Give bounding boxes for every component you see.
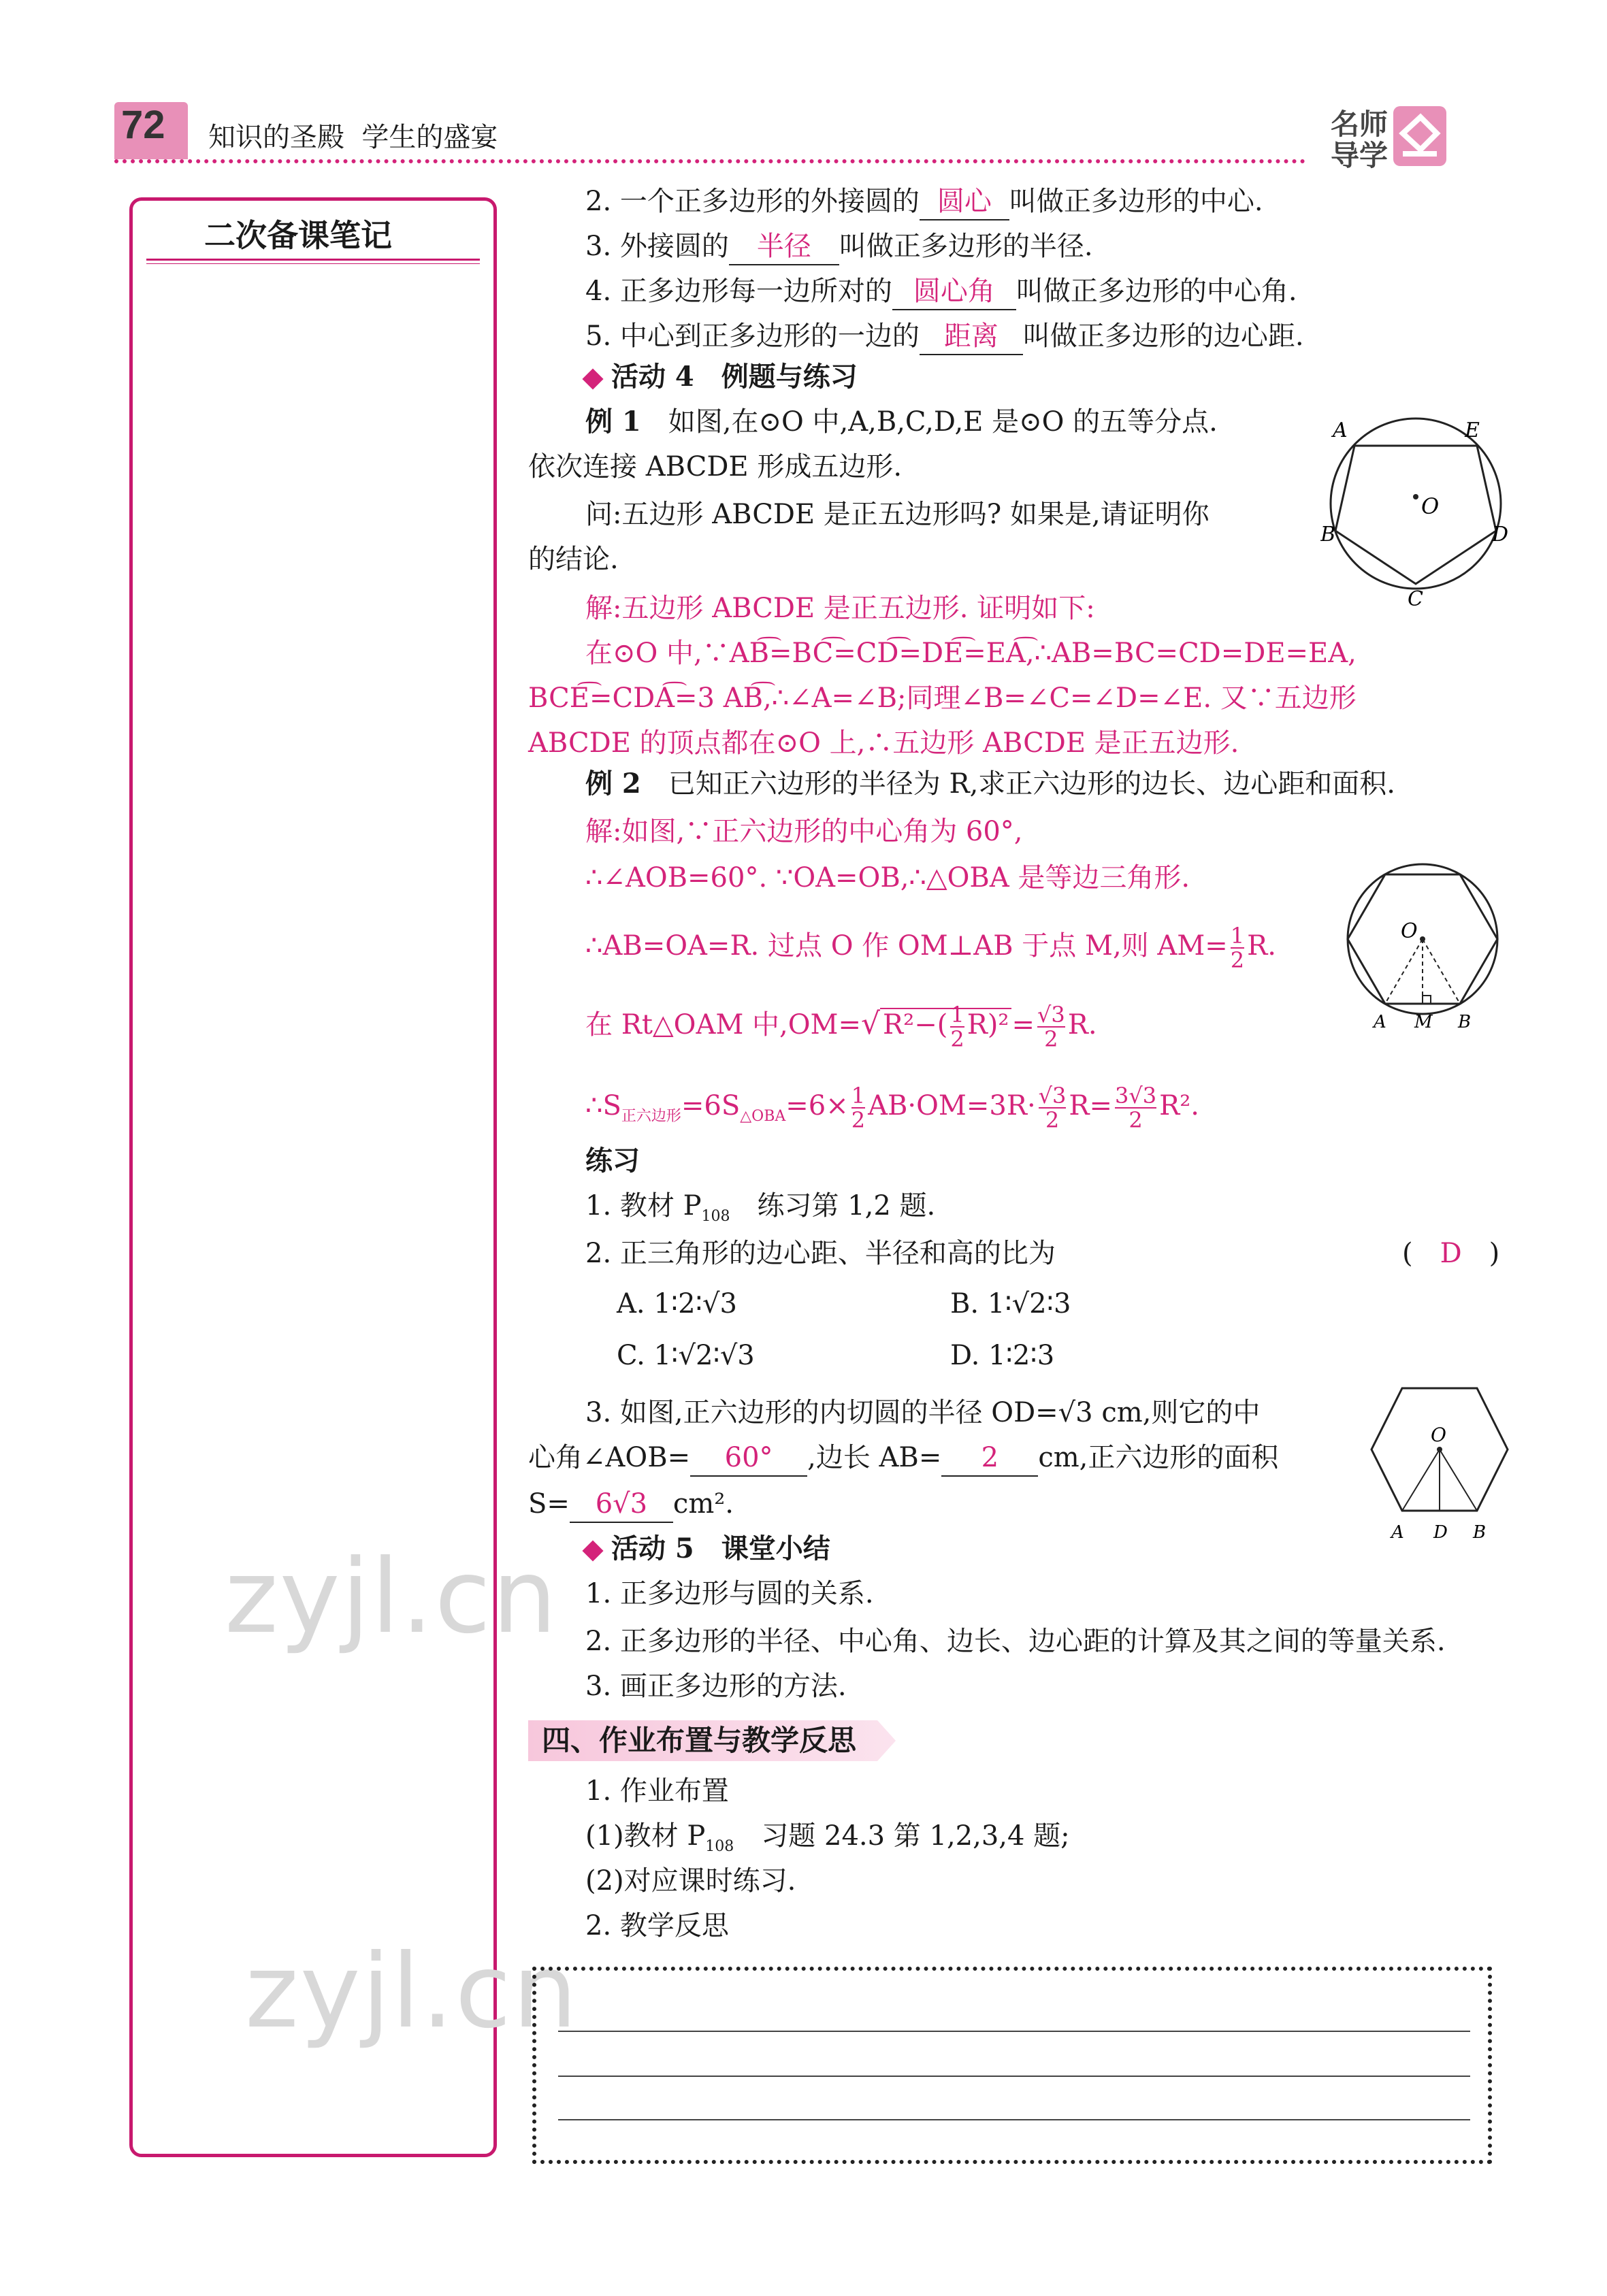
- practice-heading: 练习: [585, 1145, 640, 1177]
- definition-2: 2. 一个正多边形的外接圆的 圆心 叫做正多边形的中心.: [585, 184, 1263, 220]
- homework-item-1: (1)教材 $P_{108}$ 习题 24.3 第 1,2,3,4 题;: [585, 1820, 1070, 1855]
- example-1-solution-2: 在⊙O 中,∵AB͡=BC͡=CD͡=DE͡=EA͡,∴AB=BC=CD=DE=EA,: [585, 638, 1357, 669]
- section-4-title: 四、作业布置与教学反思: [542, 1724, 857, 1757]
- definition-4: 4. 正多边形每一边所对的 圆心角 叫做正多边形的中心角.: [585, 274, 1297, 310]
- activity-4-heading: 活动 4 例题与练习: [585, 359, 858, 395]
- label-O: O: [1421, 493, 1440, 519]
- example-2-solution-3: ∴AB=OA=R. 过点 O 作 OM⊥AB 于点 M,则 AM= $\frac{1}{2}$ R.: [585, 923, 1276, 973]
- example-1-line-2: 依次连接 ABCDE 形成五边形.: [528, 451, 903, 482]
- watermark-1: zyjl.cn: [225, 1538, 559, 1656]
- practice-3-line-2: 心角∠AOB= 60° ,边长 AB= 2 cm,正六边形的面积: [528, 1440, 1278, 1477]
- choice-D: D. 1∶2∶3: [950, 1340, 1055, 1371]
- choice-C: C. 1∶√2∶√3: [617, 1340, 755, 1371]
- label-A: A: [1391, 1522, 1404, 1543]
- label-D: D: [1492, 523, 1509, 546]
- logo-emblem-icon: [1393, 106, 1446, 166]
- example-2-solution-4: 在 Rt△OAM 中,OM=√ R²−( $\frac{1}{2}$ R)² = $\frac{√3}{2}$ R.: [585, 1002, 1097, 1052]
- hexagon-figure-2: [1368, 1381, 1511, 1545]
- diamond-bullet-icon: [582, 1540, 603, 1561]
- watermark-2: zyjl.cn: [245, 1933, 579, 2051]
- practice-2: 2. 正三角形的边心距、半径和高的比为: [585, 1238, 1056, 1269]
- answer-blank: 6√3: [570, 1486, 673, 1523]
- answer-blank: 圆心: [920, 184, 1009, 220]
- summary-item-2: 2. 正多边形的半径、中心角、边长、边心距的计算及其之间的等量关系.: [585, 1626, 1446, 1657]
- header-tagline: 知识的圣殿 学生的盛宴: [208, 122, 498, 153]
- label-M: M: [1414, 1012, 1433, 1032]
- hexagon-figure: [1341, 857, 1504, 1034]
- activity-5-heading: 活动 5 课堂小结: [585, 1531, 830, 1567]
- logo: [1331, 102, 1446, 170]
- label-C: C: [1408, 587, 1423, 606]
- practice-1: 1. 教材 $P_{108}$ 练习第 1,2 题.: [585, 1190, 936, 1225]
- label-O: O: [1401, 919, 1418, 943]
- definition-5: 5. 中心到正多边形的一边的 距离 叫做正多边形的边心距.: [585, 318, 1304, 355]
- example-2-prompt: 例 2 已知正六边形的半径为 R,求正六边形的边长、边心距和面积.: [585, 768, 1396, 800]
- sidebar-title-rule: [146, 259, 480, 261]
- label-O: O: [1431, 1424, 1446, 1446]
- summary-item-1: 1. 正多边形与圆的关系.: [585, 1578, 874, 1609]
- logo-text-top: 名师: [1331, 108, 1389, 140]
- example-1-solution-1: 解:五边形 ABCDE 是正五边形. 证明如下:: [585, 593, 1095, 624]
- label-A: A: [1374, 1012, 1386, 1032]
- homework-item-2: (2)对应课时练习.: [585, 1865, 796, 1897]
- label-A: A: [1333, 419, 1348, 442]
- reflection-line-2[interactable]: [558, 2076, 1470, 2077]
- example-1-line-1: 例 1 如图,在⊙O 中,A,B,C,D,E 是⊙O 的五等分点.: [585, 406, 1218, 438]
- reflection-box: [532, 1967, 1492, 2164]
- example-1-solution-3: BCE͡=CDA͡=3 AB͡,∴∠A=∠B;同理∠B=∠C=∠D=∠E. 又∵五边形: [528, 683, 1357, 714]
- example-2-solution-5: $\therefore S_{正六边形}=6S_{\triangle OBA}=6\times$ $\frac{1}{2}$ AB·OM=3R· $\frac{√3}{2}$ R= $\frac{3√3}{2}$ R².: [585, 1083, 1200, 1133]
- sidebar-title-rule-2: [146, 263, 480, 264]
- notes-sidebar: [129, 197, 497, 2157]
- reflection-line-1[interactable]: [558, 2031, 1470, 2032]
- logo-text-bottom: 导学: [1331, 140, 1389, 171]
- example-2-solution-1: 解:如图,∵正六边形的中心角为 60°,: [585, 816, 1023, 847]
- label-B: B: [1458, 1012, 1472, 1032]
- label-B: B: [1320, 523, 1336, 546]
- diamond-bullet-icon: [582, 368, 603, 389]
- example-1-solution-4: ABCDE 的顶点都在⊙O 上,∴五边形 ABCDE 是正五边形.: [528, 727, 1239, 759]
- choice-A: A. 1∶2∶√3: [617, 1288, 737, 1319]
- homework-heading: 1. 作业布置: [585, 1775, 729, 1807]
- answer-blank: 圆心角: [892, 274, 1016, 310]
- reflection-heading: 2. 教学反思: [585, 1910, 729, 1941]
- example-1-question-2: 的结论.: [528, 544, 619, 575]
- page-number: 72: [121, 103, 165, 147]
- practice-3-line-1: 3. 如图,正六边形的内切圆的半径 OD=√3 cm,则它的中: [585, 1397, 1261, 1428]
- practice-2-answer-bracket: ( D ): [1402, 1238, 1500, 1269]
- answer-blank: 60°: [690, 1440, 807, 1477]
- label-B: B: [1473, 1522, 1487, 1543]
- summary-item-3: 3. 画正多边形的方法.: [585, 1671, 847, 1702]
- answer-blank: 半径: [729, 229, 839, 265]
- label-E: E: [1465, 419, 1480, 442]
- example-1-question-1: 问:五边形 ABCDE 是正五边形吗? 如果是,请证明你: [585, 499, 1210, 530]
- practice-3-line-3: S= 6√3 cm².: [528, 1486, 734, 1523]
- answer-blank: 2: [941, 1440, 1038, 1477]
- example-2-solution-2: ∴∠AOB=60°. ∵OA=OB,∴△OBA 是等边三角形.: [585, 862, 1190, 893]
- pentagon-figure: [1320, 401, 1511, 606]
- reflection-line-3[interactable]: [558, 2119, 1470, 2120]
- choice-B: B. 1∶√2∶3: [950, 1288, 1071, 1319]
- answer-blank: 距离: [920, 318, 1023, 355]
- label-D: D: [1433, 1522, 1448, 1543]
- definition-3: 3. 外接圆的 半径 叫做正多边形的半径.: [585, 229, 1093, 265]
- sidebar-title: 二次备课笔记: [204, 217, 392, 254]
- header-dotted-rule: [114, 159, 1305, 163]
